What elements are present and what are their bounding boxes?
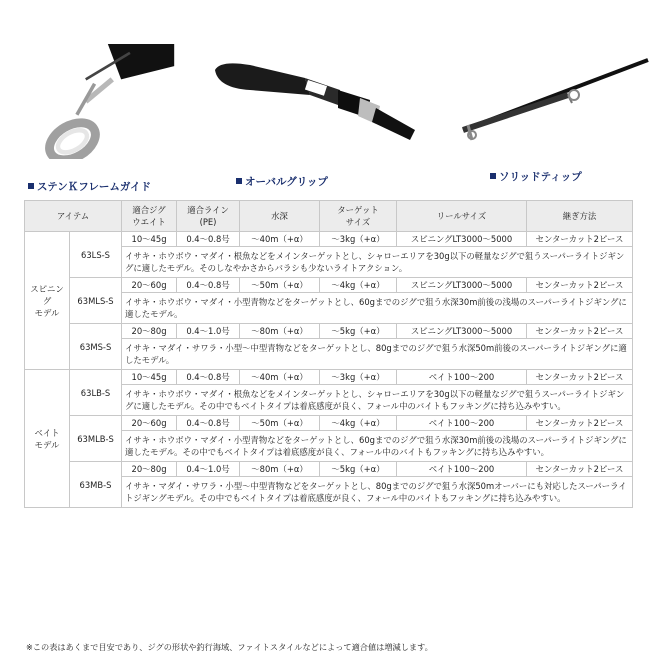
feature-caption: ステンＫフレームガイド bbox=[28, 179, 151, 194]
feature-caption: オーバルグリップ bbox=[236, 174, 328, 189]
spec-target: ～5kg（+α） bbox=[320, 462, 397, 477]
model-description: イサキ・マダイ・サワラ・小型～中型青物などをターゲットとし、80gまでのジグで狙う水深50mオーバーにも対応したスーパーライトジギングモデル。その中でもベイトタイプは着底感度が良く、フォール中のバイトもフッキングに持ち込みやすい。 bbox=[122, 477, 633, 508]
square-bullet-icon bbox=[28, 183, 34, 189]
table-row bbox=[25, 462, 633, 477]
spec-line: 0.4～0.8号 bbox=[177, 232, 240, 247]
model-name: 63MLB-S bbox=[70, 416, 122, 462]
model-name: 63MLS-S bbox=[70, 278, 122, 324]
spec-table bbox=[24, 200, 633, 508]
model-description: イサキ・ホウボウ・マダイ・根魚などをメインターゲットとし、シャローエリアを30g以下の軽量なジグで狙うスーパーライトジギングに適したモデル。そのしなやかさからバラシも少ないライトアクション。 bbox=[122, 247, 633, 278]
square-bullet-icon bbox=[236, 178, 242, 184]
model-name: 63MB-S bbox=[70, 462, 122, 508]
tip-photo bbox=[458, 55, 653, 145]
header-cell: 水深 bbox=[240, 201, 320, 232]
header-item: アイテム bbox=[25, 201, 122, 232]
guide-ring-photo bbox=[14, 44, 184, 159]
spec-jig: 20～80g bbox=[122, 324, 177, 339]
spec-jig: 20～60g bbox=[122, 416, 177, 431]
spec-reel: ベイト100～200 bbox=[397, 416, 527, 431]
spec-reel: スピニングLT3000～5000 bbox=[397, 278, 527, 293]
spec-depth: ～80m（+α） bbox=[240, 462, 320, 477]
spec-depth: ～40m（+α） bbox=[240, 232, 320, 247]
spec-joint: センターカット2ピース bbox=[527, 416, 633, 431]
spec-target: ～3kg（+α） bbox=[320, 232, 397, 247]
spec-line: 0.4～0.8号 bbox=[177, 416, 240, 431]
square-bullet-icon bbox=[490, 173, 496, 179]
table-row bbox=[25, 324, 633, 339]
header-cell: 適合ライン (PE) bbox=[177, 201, 240, 232]
model-description: イサキ・ホウボウ・マダイ・小型青物などをターゲットとし、60gまでのジグで狙う水深30m前後の浅場のスーパーライトジギングに適したモデル。 bbox=[122, 293, 633, 324]
category-label: スピニング モデル bbox=[25, 232, 70, 370]
spec-depth: ～80m（+α） bbox=[240, 324, 320, 339]
spec-joint: センターカット2ピース bbox=[527, 462, 633, 477]
spec-reel: ベイト100～200 bbox=[397, 462, 527, 477]
spec-reel: スピニングLT3000～5000 bbox=[397, 232, 527, 247]
header-cell: 継ぎ方法 bbox=[527, 201, 633, 232]
spec-depth: ～40m（+α） bbox=[240, 370, 320, 385]
header-cell: リールサイズ bbox=[397, 201, 527, 232]
spec-line: 0.4～0.8号 bbox=[177, 370, 240, 385]
table-header-row bbox=[25, 201, 633, 232]
spec-joint: センターカット2ピース bbox=[527, 370, 633, 385]
spec-target: ～3kg（+α） bbox=[320, 370, 397, 385]
spec-line: 0.4～1.0号 bbox=[177, 462, 240, 477]
spec-depth: ～50m（+α） bbox=[240, 416, 320, 431]
header-cell: 適合ジグ ウエイト bbox=[122, 201, 177, 232]
spec-target: ～4kg（+α） bbox=[320, 278, 397, 293]
feature-caption: ソリッドティップ bbox=[490, 169, 582, 184]
table-row bbox=[25, 278, 633, 293]
category-label: ベイト モデル bbox=[25, 370, 70, 508]
spec-jig: 20～60g bbox=[122, 278, 177, 293]
spec-reel: ベイト100～200 bbox=[397, 370, 527, 385]
model-name: 63LB-S bbox=[70, 370, 122, 416]
spec-jig: 20～80g bbox=[122, 462, 177, 477]
table-row bbox=[25, 370, 633, 385]
spec-target: ～4kg（+α） bbox=[320, 416, 397, 431]
spec-joint: センターカット2ピース bbox=[527, 232, 633, 247]
table-row bbox=[25, 416, 633, 431]
spec-line: 0.4～0.8号 bbox=[177, 278, 240, 293]
spec-joint: センターカット2ピース bbox=[527, 324, 633, 339]
spec-reel: スピニングLT3000～5000 bbox=[397, 324, 527, 339]
spec-jig: 10～45g bbox=[122, 232, 177, 247]
spec-jig: 10～45g bbox=[122, 370, 177, 385]
spec-target: ～5kg（+α） bbox=[320, 324, 397, 339]
spec-line: 0.4～1.0号 bbox=[177, 324, 240, 339]
spec-depth: ～50m（+α） bbox=[240, 278, 320, 293]
model-description: イサキ・マダイ・サワラ・小型～中型青物などをターゲットとし、80gまでのジグで狙う水深50m前後のスーパーライトジギングに適したモデル。 bbox=[122, 339, 633, 370]
header-cell: ターゲット サイズ bbox=[320, 201, 397, 232]
model-description: イサキ・ホウボウ・マダイ・小型青物などをターゲットとし、60gまでのジグで狙う水深30m前後の浅場のスーパーライトジギングに適したモデル。その中でもベイトタイプは着底感度が良く、フォール中のバイトもフッキングに持ち込みやすい。 bbox=[122, 431, 633, 462]
footnote: ※この表はあくまで目安であり、ジグの形状や釣行海域、ファイトスタイルなどによって適合値は増減します。 bbox=[26, 642, 433, 652]
grip-photo bbox=[210, 50, 420, 150]
model-name: 63LS-S bbox=[70, 232, 122, 278]
spec-joint: センターカット2ピース bbox=[527, 278, 633, 293]
model-name: 63MS-S bbox=[70, 324, 122, 370]
table-row bbox=[25, 232, 633, 247]
model-description: イサキ・ホウボウ・マダイ・根魚などをメインターゲットとし、シャローエリアを30g以下の軽量なジグで狙うスーパーライトジギングに適したモデル。その中でもベイトタイプは着底感度が良く、フォール中のバイトもフッキングに持ち込みやすい。 bbox=[122, 385, 633, 416]
